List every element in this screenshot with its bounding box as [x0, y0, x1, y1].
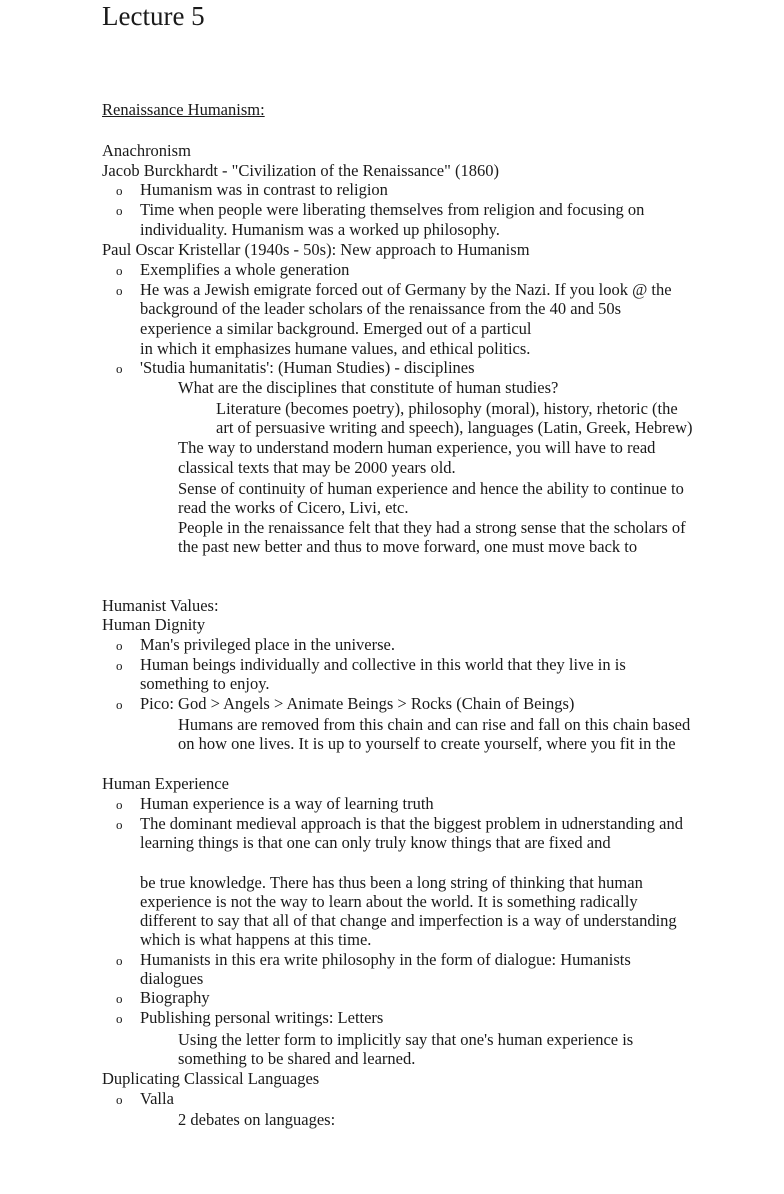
text-line: What are the disciplines that constitute of human studies? — [178, 378, 559, 397]
text-line: learning things is that one can only truly know things that are fixed and — [140, 833, 611, 852]
text-line: Pico: God > Angels > Animate Beings > Rocks (Chain of Beings) — [140, 694, 575, 713]
text-line: Humanists in this era write philosophy in the form of dialogue: Humanists — [140, 950, 631, 969]
text-line: Humanist Values: — [102, 596, 219, 615]
text-line: Exemplifies a whole generation — [140, 260, 350, 279]
text-line: art of persuasive writing and speech), languages (Latin, Greek, Hebrew) — [216, 418, 693, 437]
text-line: which is what happens at this time. — [140, 930, 372, 949]
text-line: People in the renaissance felt that they had a strong sense that the scholars of — [178, 518, 686, 537]
text-line: experience is not the way to learn about the world. It is something radically — [140, 892, 638, 911]
text-line: background of the leader scholars of the renaissance from the 40 and 50s — [140, 299, 622, 318]
text-line: classical texts that may be 2000 years old. — [178, 458, 456, 477]
text-line: Time when people were liberating themselves from religion and focusing on — [140, 200, 645, 219]
section-heading: Renaissance Humanism: — [102, 100, 265, 119]
bullet-icon: o — [116, 203, 123, 218]
text-line: Humans are removed from this chain and can rise and fall on this chain based — [178, 715, 691, 734]
bullet-icon: o — [116, 638, 123, 653]
text-line: be true knowledge. There has thus been a long string of thinking that human — [140, 873, 643, 892]
text-line: Anachronism — [102, 141, 191, 160]
bullet-icon: o — [116, 283, 123, 298]
text-line: Using the letter form to implicitly say that one's human experience is — [178, 1030, 634, 1049]
text-line: something to be shared and learned. — [178, 1049, 416, 1068]
bullet-icon: o — [116, 953, 123, 968]
text-line: Humanism was in contrast to religion — [140, 180, 388, 199]
page-title: Lecture 5 — [102, 1, 205, 31]
bullet-icon: o — [116, 183, 123, 198]
text-line: dialogues — [140, 969, 204, 988]
text-line: Human Dignity — [102, 615, 206, 634]
text-line: Sense of continuity of human experience and hence the ability to continue to — [178, 479, 684, 498]
text-line: Human beings individually and collective in this world that they live in is — [140, 655, 626, 674]
bullet-icon: o — [116, 263, 123, 278]
text-line: The dominant medieval approach is that the biggest problem in udnerstanding and — [140, 814, 683, 833]
text-line: Human Experience — [102, 774, 229, 793]
bullet-icon: o — [116, 1092, 123, 1107]
bullet-icon: o — [116, 697, 123, 712]
text-line: Human experience is a way of learning truth — [140, 794, 434, 813]
bullet-icon: o — [116, 817, 123, 832]
text-line: something to enjoy. — [140, 674, 270, 693]
bullet-icon: o — [116, 797, 123, 812]
bullet-icon: o — [116, 991, 123, 1006]
text-line: Duplicating Classical Languages — [102, 1069, 320, 1088]
text-line: Man's privileged place in the universe. — [140, 635, 395, 654]
text-line: different to say that all of that change and imperfection is a way of understanding — [140, 911, 677, 930]
text-line: read the works of Cicero, Livi, etc. — [178, 498, 409, 517]
text-line: Paul Oscar Kristellar (1940s - 50s): New approach to Humanism — [102, 240, 530, 259]
text-line: on how one lives. It is up to yourself to create yourself, where you fit in the — [178, 734, 676, 753]
text-line: Literature (becomes poetry), philosophy (moral), history, rhetoric (the — [216, 399, 678, 418]
bullet-icon: o — [116, 361, 123, 376]
text-line: Biography — [140, 988, 210, 1007]
text-line: Publishing personal writings: Letters — [140, 1008, 384, 1027]
text-line: Valla — [140, 1089, 174, 1108]
text-line: 'Studia humanitatis': (Human Studies) - disciplines — [140, 358, 475, 377]
text-line: The way to understand modern human experience, you will have to read — [178, 438, 656, 457]
text-line: the past new better and thus to move forward, one must move back to — [178, 537, 638, 556]
text-line: 2 debates on languages: — [178, 1110, 336, 1129]
text-line: Jacob Burckhardt - "Civilization of the Renaissance" (1860) — [102, 161, 499, 180]
text-line: in which it emphasizes humane values, and ethical politics. — [140, 339, 531, 358]
text-line: experience a similar background. Emerged out of a particul — [140, 319, 532, 338]
text-line: He was a Jewish emigrate forced out of Germany by the Nazi. If you look @ the — [140, 280, 672, 299]
bullet-icon: o — [116, 1011, 123, 1026]
text-line: individuality. Humanism was a worked up philosophy. — [140, 220, 500, 239]
bullet-icon: o — [116, 658, 123, 673]
